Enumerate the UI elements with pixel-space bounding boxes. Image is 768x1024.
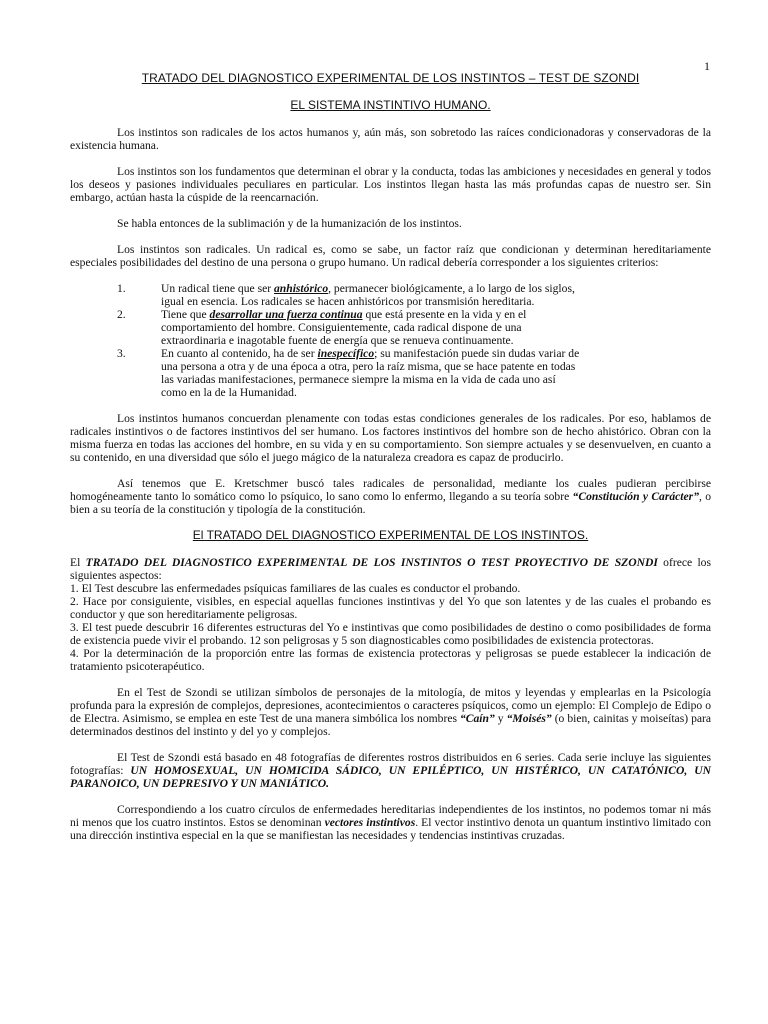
paragraph: Así tenemos que E. Kretschmer buscó tales radicales de personalidad, mediante los cuales pudieran percibirse homogéneamente tanto lo somático como lo psíquico, lo sano como lo enfermo, llegando a su teoría sobre “Constitución y Carácter”, o bien a su teoría de la constitución y tipología de la constitución. — [70, 477, 712, 516]
section-title: El TRATADO DEL DIAGNOSTICO EXPERIMENTAL DE LOS INSTINTOS. — [192, 528, 589, 542]
list-item: 2. Hace por consiguiente, visibles, en especial aquellas funciones instintivas y del Yo que son latentes y de las cuales el probando es conductor y que son hereditariamente peligrosas. — [70, 595, 711, 621]
list-item — [70, 308, 711, 347]
list-item — [70, 282, 711, 308]
paragraph: El Test de Szondi está basado en 48 fotografías de diferentes rostros distribuidos en 6 series. Cada serie incluye las siguientes fotografías: UN HOMOSEXUAL, UN HOMICIDA SÁDICO, UN EPILÉPTICO, UN HISTÉRICO, UN CATATÓNICO, UN PARANOICO, UN DEPRESIVO Y UN MANIÁTICO. — [70, 751, 712, 790]
emphasis: UN HOMOSEXUAL, UN HOMICIDA SÁDICO, UN EPILÉPTICO, UN HISTÉRICO, UN CATATÓNICO, UN PARANOICO, UN DEPRESIVO Y UN MANIÁTICO. — [70, 764, 712, 790]
paragraph: Los instintos son los fundamentos que determinan el obrar y la conducta, todas las ambiciones y necesidades en general y todos los deseos y pasiones individuales peculiares en particular. Los instintos llegan hasta las más profundas capas de nuestro ser. Sin embargo, actúan hasta la cúspide de la reencarnación. — [70, 165, 711, 204]
paragraph: Correspondiendo a los cuatro círculos de enfermedades hereditarias independientes de los instintos, no podemos tomar ni más ni menos que los cuatro instintos. Estos se denominan vectores instintivos. El vector instintivo denota un quantum instintivo limitado con una dirección instintiva especial en la que se manifiestan las necesidades y tendencias instintivas cruzadas. — [70, 803, 711, 842]
page-number: 1 — [704, 59, 710, 73]
document-title: TRATADO DEL DIAGNOSTICO EXPERIMENTAL DE LOS INSTINTOS – TEST DE SZONDI — [141, 71, 640, 85]
emphasis: vectores instintivos — [324, 816, 416, 829]
paragraph: En el Test de Szondi se utilizan símbolos de personajes de la mitología, de mitos y leyendas y emplearlas en la Psicología profunda para la expresión de complejos, depresiones, acontecimientos o caracteres psíquicos, como un ejemplo: El Complejo de Edipo o de Electra. Asimismo, se emplea en este Test de una manera simbólica los nombres “Caín” y “Moisés” (o bien, cainitas y moiseítas) para determinados destinos del instinto y del yo y complejos. — [70, 686, 712, 738]
list-item — [70, 347, 711, 399]
paragraph: El TRATADO DEL DIAGNOSTICO EXPERIMENTAL DE LOS INSTINTOS O TEST PROYECTIVO DE SZONDI ofrece los siguientes aspectos: — [70, 556, 711, 582]
criteria-list — [70, 282, 711, 399]
section-title: EL SISTEMA INSTINTIVO HUMANO. — [290, 98, 491, 112]
paragraph: Los instintos humanos concuerdan plenamente con todas estas condiciones generales de los radicales. Por eso, hablamos de radicales instintivos o de factores instintivos del ser humano. Los factores instintivos del hombre son de hecho ahistórico. Obran con la misma fuerza en todas las acciones del hombre, en su vida y en su comportamiento. Son siempre actuales y se desenvuelven, en cuanto a su contenido, en una diversidad que sólo el juego mágico de la naturaleza creadora es capaz de producirlo. — [70, 412, 711, 464]
list-text: Tiene que desarrollar una fuerza continua que está presente en la vida y en el comportamiento del hombre. Consiguientemente, cada radical dispone de una extraordinaria e inagotable fuente de energía que se renueva continuamente. — [161, 308, 527, 347]
list-item: 1. El Test descubre las enfermedades psíquicas familiares de las cuales es conductor el probando. — [70, 582, 521, 595]
emphasis: “Moisés” — [506, 712, 552, 725]
list-item: 3. El test puede descubrir 16 diferentes estructuras del Yo e instintivas que como posibilidades de destino o como posibilidades de forma de existencia puede vivir el probando. 12 son peligrosas y 5 son diagnosticables como posibilidades de existencia protectoras. — [70, 621, 711, 647]
list-number: 2. — [117, 308, 126, 321]
list-item: 4. Por la determinación de la proporción entre las formas de existencia protectoras y peligrosas se puede establecer la indicación de tratamiento psicoterapéutico. — [70, 647, 711, 673]
list-number: 3. — [117, 347, 126, 360]
list-text: En cuanto al contenido, ha de ser inespecífico; su manifestación puede sin dudas variar de una persona a otra y de una época a otra, pero la raíz misma, que se hace patente en todas las variadas manifestaciones, permanece siempre la misma en la vida de cada uno así como en la de la Humanidad. — [161, 347, 580, 399]
document-page — [70, 60, 711, 855]
emphasis: anhistórico — [274, 282, 329, 295]
emphasis: “Caín” — [459, 712, 495, 725]
emphasis: inespecífico — [317, 347, 375, 360]
emphasis: “Constitución y Carácter” — [572, 490, 699, 503]
paragraph: Los instintos son radicales. Un radical es, como se sabe, un factor raíz que condicionan y determinan hereditariamente especiales posibilidades del destino de una persona o grupo humano. Un radical debería corresponder a los siguientes criterios: — [70, 243, 711, 269]
list-text: Un radical tiene que ser anhistórico, permanecer biológicamente, a lo largo de los siglos, igual en esencia. Los radicales se hacen anhistóricos por transmisión hereditaria. — [161, 282, 575, 308]
emphasis: TRATADO DEL DIAGNOSTICO EXPERIMENTAL DE LOS INSTINTOS O TEST PROYECTIVO DE SZONDI — [85, 556, 658, 569]
paragraph: Se habla entonces de la sublimación y de la humanización de los instintos. — [117, 217, 462, 230]
paragraph: Los instintos son radicales de los actos humanos y, aún más, son sobretodo las raíces condicionadoras y conservadoras de la existencia humana. — [70, 126, 711, 152]
list-number: 1. — [117, 282, 126, 295]
emphasis: desarrollar una fuerza continua — [209, 308, 363, 321]
